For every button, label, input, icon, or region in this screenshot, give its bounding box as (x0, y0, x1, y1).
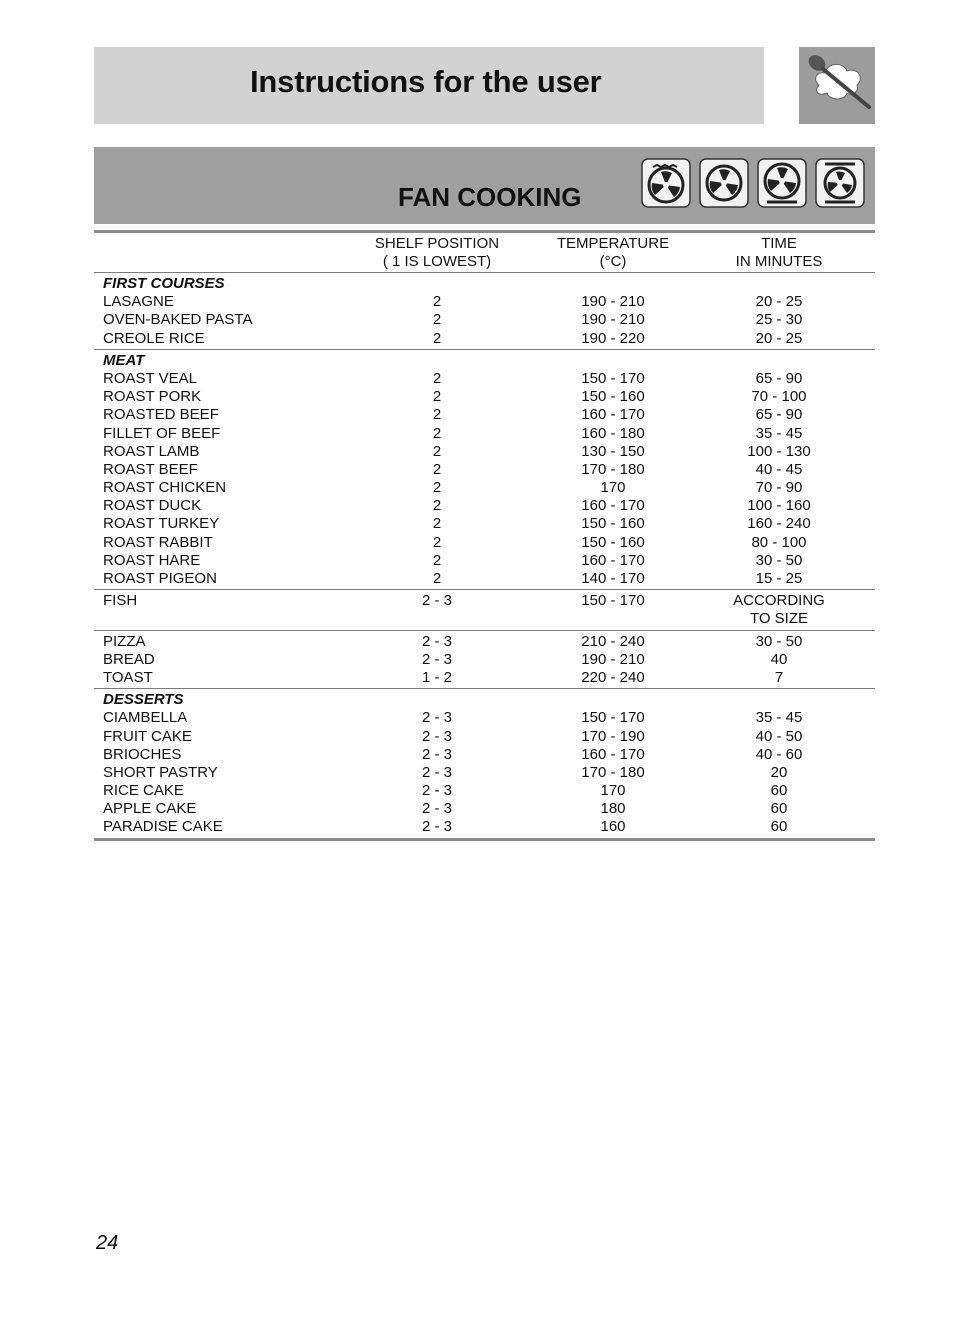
table-row (94, 651, 875, 669)
temperature: 170 - 180 (581, 763, 645, 781)
time-minutes: 7 (774, 668, 784, 686)
table-row (94, 293, 875, 311)
time-minutes: 80 - 100 (751, 533, 807, 551)
header-shelf-position (370, 235, 504, 271)
dish-name: SHORT PASTRY (103, 763, 218, 781)
header-shelf-line2: ( 1 IS LOWEST) (382, 253, 492, 270)
time-minutes: 25 - 30 (755, 311, 803, 329)
dish-name: ROAST CHICKEN (103, 479, 227, 497)
temperature: 150 - 160 (581, 515, 645, 533)
shelf-position: 2 - 3 (421, 818, 452, 836)
temperature: 190 - 210 (581, 311, 645, 329)
time-minutes: 70 - 90 (755, 479, 803, 497)
shelf-position: 2 (432, 329, 442, 347)
shelf-position: 2 (432, 479, 442, 497)
temperature: 220 - 240 (581, 668, 645, 686)
dish-name: PIZZA (103, 632, 146, 650)
table-row (94, 406, 875, 424)
fan-top-bottom-icon (815, 158, 865, 208)
table-row (94, 746, 875, 764)
shelf-position: 2 - 3 (421, 800, 452, 818)
table-row (94, 728, 875, 746)
dish-name: ROAST TURKEY (103, 515, 220, 533)
time-minutes: 65 - 90 (755, 406, 803, 424)
header-band (94, 47, 764, 124)
temperature: 160 (600, 818, 626, 836)
table-row (94, 592, 875, 610)
time-minutes: 60 (770, 818, 788, 836)
page-number: 24 (96, 1232, 119, 1254)
temperature: 170 (600, 479, 626, 497)
temperature: 130 - 150 (581, 442, 645, 460)
temperature: 150 - 160 (581, 533, 645, 551)
fan-bottom-icon (757, 158, 807, 208)
dish-name: ROAST BEEF (103, 460, 198, 478)
table-row (94, 552, 875, 570)
table-row (94, 370, 875, 388)
table-row (94, 311, 875, 329)
time-minutes: 60 (770, 800, 788, 818)
temperature: 190 - 210 (581, 650, 645, 668)
group-title-row (94, 691, 875, 709)
header-time-line2: IN MINUTES (735, 253, 823, 270)
shelf-position: 2 (432, 311, 442, 329)
temperature: 150 - 170 (581, 709, 645, 727)
table-group (94, 350, 875, 590)
table-row (94, 800, 875, 818)
table-row (94, 534, 875, 552)
temperature: 160 - 170 (581, 551, 645, 569)
temperature: 150 - 170 (581, 592, 645, 610)
temperature: 150 - 160 (581, 388, 645, 406)
shelf-position: 2 (432, 442, 442, 460)
dish-name: ROAST VEAL (103, 369, 197, 387)
group-title: FIRST COURSES (103, 275, 225, 292)
dish-name: OVEN-BAKED PASTA (103, 311, 253, 329)
header-temperature-line1: TEMPERATURE (556, 235, 670, 252)
shelf-position: 2 (432, 388, 442, 406)
shelf-position: 2 - 3 (421, 782, 452, 800)
section-title: FAN COOKING (398, 182, 582, 212)
dish-name: RICE CAKE (103, 782, 184, 800)
time-minutes: 40 - 45 (755, 460, 803, 478)
dish-name: ROAST PORK (103, 388, 202, 406)
dish-name: PARADISE CAKE (103, 818, 223, 836)
time-minutes: 40 - 50 (755, 727, 803, 745)
table-row (94, 764, 875, 782)
dish-name: ROAST HARE (103, 551, 201, 569)
temperature: 160 - 170 (581, 497, 645, 515)
time-minutes: 20 - 25 (755, 293, 803, 311)
time-minutes: 35 - 45 (755, 709, 803, 727)
dish-name: TOAST (103, 668, 153, 686)
shelf-position: 1 - 2 (421, 668, 452, 686)
dish-name: ROASTED BEEF (103, 406, 219, 424)
dish-name: ROAST DUCK (103, 497, 202, 515)
shelf-position: 2 (432, 515, 442, 533)
table-row (94, 570, 875, 588)
table-row (94, 818, 875, 836)
dish-name: BRIOCHES (103, 745, 182, 763)
temperature: 170 - 190 (581, 727, 645, 745)
chef-spoon-logo-icon (799, 47, 875, 124)
table-row (94, 497, 875, 515)
temperature: 210 - 240 (581, 632, 645, 650)
temperature: 160 - 170 (581, 406, 645, 424)
table-row (94, 669, 875, 687)
temperature: 190 - 220 (581, 329, 645, 347)
table-row (94, 515, 875, 533)
dish-name: ROAST RABBIT (103, 533, 213, 551)
time-minutes: 40 - 60 (755, 745, 803, 763)
table-row (94, 610, 875, 628)
table-bottom-rule (94, 838, 875, 841)
shelf-position: 2 - 3 (421, 763, 452, 781)
cooking-table (94, 230, 875, 841)
shelf-position: 2 - 3 (421, 709, 452, 727)
dish-name: ROAST LAMB (103, 442, 200, 460)
table-row (94, 709, 875, 727)
header-temperature (536, 235, 690, 271)
dish-name: FISH (103, 592, 138, 610)
table-group (94, 689, 875, 838)
shelf-position: 2 - 3 (421, 745, 452, 763)
dish-name: FRUIT CAKE (103, 727, 192, 745)
header-time (712, 235, 846, 271)
group-title-row (94, 275, 875, 293)
table-row (94, 461, 875, 479)
time-minutes: 160 - 240 (747, 515, 811, 533)
group-title: MEAT (103, 351, 145, 369)
dish-name: LASAGNE (103, 293, 174, 311)
fan-grill-icon (641, 158, 691, 208)
time-minutes: 30 - 50 (755, 551, 803, 569)
shelf-position: 2 (432, 369, 442, 387)
section-header (94, 147, 875, 224)
shelf-position: 2 - 3 (421, 727, 452, 745)
header-temperature-line2: (°C) (599, 253, 627, 270)
time-minutes: 100 - 160 (747, 497, 811, 515)
temperature: 170 (600, 782, 626, 800)
table-group (94, 590, 875, 630)
shelf-position: 2 (432, 293, 442, 311)
time-minutes: 40 (770, 650, 788, 668)
dish-name: FILLET OF BEEF (103, 424, 221, 442)
time-minutes: 20 - 25 (755, 329, 803, 347)
table-header (94, 233, 875, 273)
dish-name: CREOLE RICE (103, 329, 205, 347)
table-group (94, 631, 875, 690)
temperature: 180 (600, 800, 626, 818)
temperature: 190 - 210 (581, 293, 645, 311)
table-row (94, 633, 875, 651)
time-minutes: 20 (770, 763, 788, 781)
temperature: 160 - 180 (581, 424, 645, 442)
shelf-position: 2 (432, 406, 442, 424)
shelf-position: 2 (432, 551, 442, 569)
temperature: 140 - 170 (581, 570, 645, 587)
fan-oven-icon (699, 158, 749, 208)
table-row (94, 388, 875, 406)
dish-name: APPLE CAKE (103, 800, 197, 818)
time-minutes: 60 (770, 782, 788, 800)
time-minutes: 35 - 45 (755, 424, 803, 442)
shelf-position: 2 (432, 533, 442, 551)
shelf-position: 2 - 3 (421, 650, 452, 668)
dish-name: BREAD (103, 650, 155, 668)
group-title: DESSERTS (103, 691, 184, 709)
temperature: 150 - 170 (581, 369, 645, 387)
time-minutes: 30 - 50 (755, 632, 803, 650)
dish-name: ROAST PIGEON (103, 570, 217, 587)
time-minutes: 70 - 100 (751, 388, 807, 406)
table-row (94, 425, 875, 443)
table-group (94, 273, 875, 350)
page-title: Instructions for the user (250, 64, 602, 99)
table-row (94, 782, 875, 800)
temperature: 170 - 180 (581, 460, 645, 478)
table-body (94, 273, 875, 838)
time-minutes: ACCORDING (733, 592, 825, 610)
time-minutes: 100 - 130 (747, 442, 811, 460)
shelf-position: 2 (432, 570, 442, 587)
shelf-position: 2 (432, 497, 442, 515)
shelf-position: 2 - 3 (421, 592, 452, 610)
header-time-line1: TIME (761, 235, 797, 252)
dish-name: CIAMBELLA (103, 709, 188, 727)
time-minutes: 15 - 25 (755, 570, 803, 587)
time-minutes: TO SIZE (749, 610, 809, 628)
time-minutes: 65 - 90 (755, 369, 803, 387)
shelf-position: 2 - 3 (421, 632, 452, 650)
table-row (94, 443, 875, 461)
group-title-row (94, 352, 875, 370)
table-row (94, 479, 875, 497)
temperature: 160 - 170 (581, 745, 645, 763)
table-row (94, 330, 875, 348)
shelf-position: 2 (432, 460, 442, 478)
shelf-position: 2 (432, 424, 442, 442)
header-shelf-line1: SHELF POSITION (374, 235, 500, 252)
